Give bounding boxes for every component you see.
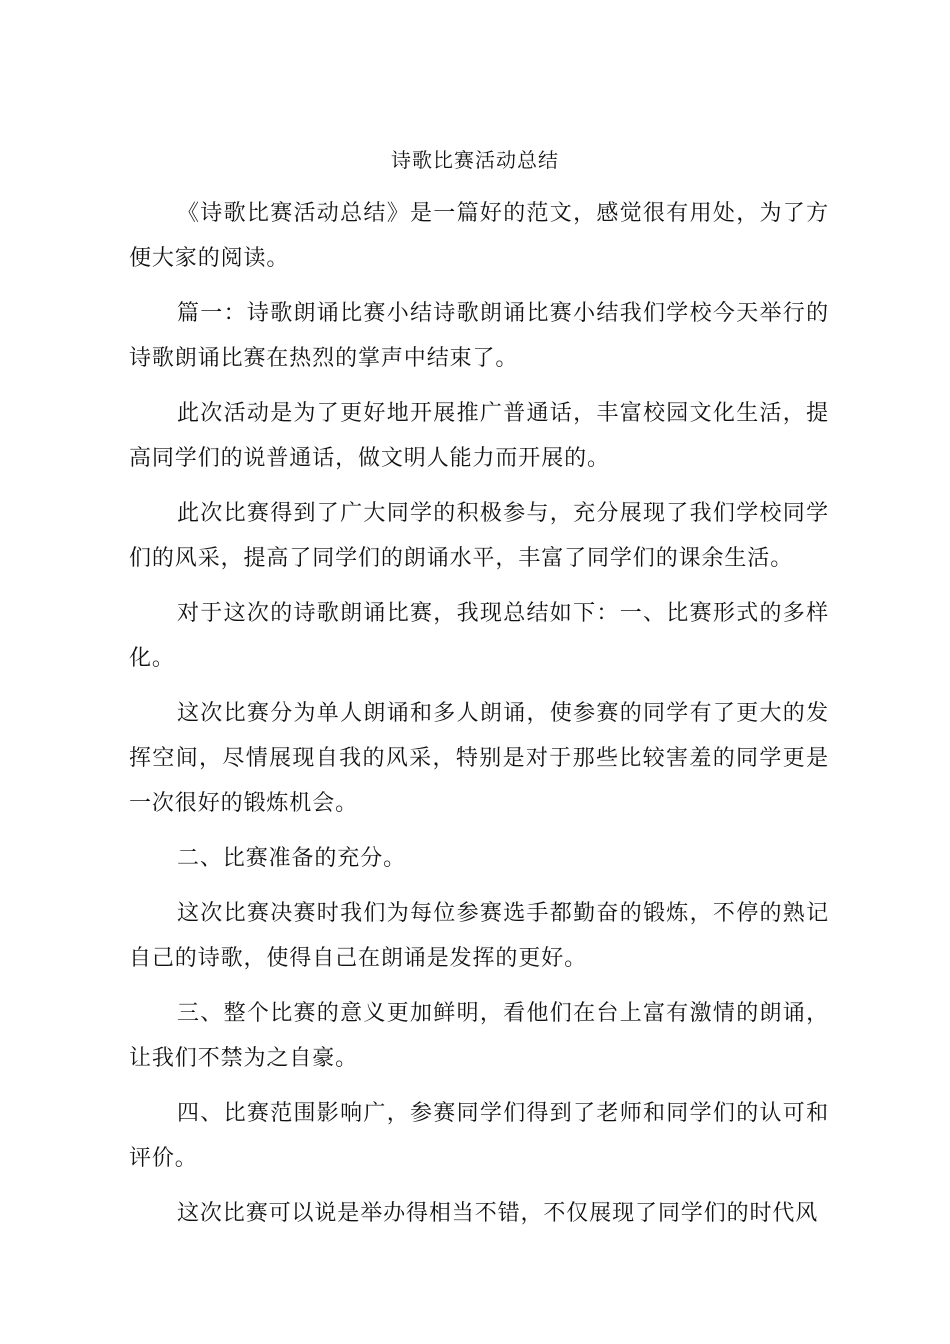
paragraph: 《诗歌比赛活动总结》是一篇好的范文，感觉很有用处，为了方便大家的阅读。 — [129, 201, 829, 271]
paragraph: 这次比赛可以说是举办得相当不错，不仅展现了同学们的时代风 — [177, 1201, 819, 1226]
document-body — [129, 191, 829, 1246]
paragraph: 这次比赛决赛时我们为每位参赛选手都勤奋的锻炼，不停的熟记自己的诗歌，使得自己在朗诵是发挥的更好。 — [129, 901, 829, 971]
paragraph: 三、整个比赛的意义更加鲜明，看他们在台上富有激情的朗诵，让我们不禁为之自豪。 — [129, 1001, 829, 1071]
document-title: 诗歌比赛活动总结 — [391, 148, 559, 172]
paragraph: 四、比赛范围影响广，参赛同学们得到了老师和同学们的认可和评价。 — [129, 1101, 829, 1171]
paragraph: 对于这次的诗歌朗诵比赛，我现总结如下：一、比赛形式的多样化。 — [129, 601, 829, 671]
paragraph: 篇一：诗歌朗诵比赛小结诗歌朗诵比赛小结我们学校今天举行的诗歌朗诵比赛在热烈的掌声中结束了。 — [129, 301, 829, 371]
paragraph: 此次活动是为了更好地开展推广普通话，丰富校园文化生活，提高同学们的说普通话，做文明人能力而开展的。 — [129, 401, 829, 471]
paragraph: 此次比赛得到了广大同学的积极参与，充分展现了我们学校同学们的风采，提高了同学们的朗诵水平，丰富了同学们的课余生活。 — [129, 501, 829, 571]
paragraph: 二、比赛准备的充分。 — [177, 846, 407, 871]
paragraph: 这次比赛分为单人朗诵和多人朗诵，使参赛的同学有了更大的发挥空间，尽情展现自我的风采，特别是对于那些比较害羞的同学更是一次很好的锻炼机会。 — [129, 701, 829, 816]
